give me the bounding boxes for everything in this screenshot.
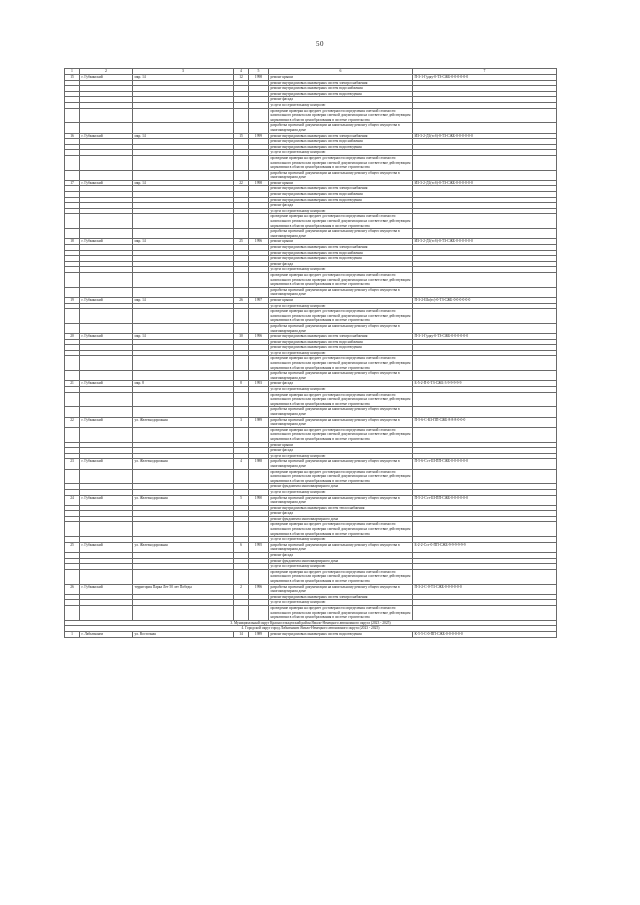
build-year-cell: 1998: [249, 75, 269, 81]
work-type-cell: проведение проверки на предмет достоверности определения сметной стоимости капитального ремонта или проверки сметной документации на соответствие действующим нормативам в области ценообразования в системе строительства: [269, 605, 413, 620]
row-number-cell: 23: [65, 459, 80, 469]
house-number-cell: 8: [234, 381, 249, 387]
street-cell: ул. Железнодорожная: [133, 542, 234, 552]
house-number-cell: 2: [234, 584, 249, 594]
city-cell: г. Губкинский: [80, 239, 133, 245]
empty-cell: [249, 371, 269, 381]
empty-cell: [234, 309, 249, 324]
table-row: [65, 309, 557, 324]
empty-cell: [234, 407, 249, 417]
empty-cell: [234, 371, 249, 381]
house-number-cell: 4: [234, 459, 249, 469]
work-type-cell: услуги по строительному контролю: [269, 267, 413, 273]
work-type-cell: разработка проектной документации на капитальному ремонту общего имущества в многоквартирном доме: [269, 371, 413, 381]
empty-cell: [249, 309, 269, 324]
empty-cell: [80, 229, 133, 239]
empty-cell: [413, 427, 557, 442]
empty-cell: [133, 272, 234, 287]
street-cell: ул. Железнодорожная: [133, 459, 234, 469]
build-year-cell: 1989: [249, 631, 269, 637]
work-type-cell: ремонт фундамента многоквартирного дома: [269, 484, 413, 490]
table-row: [65, 459, 557, 469]
empty-cell: [413, 229, 557, 239]
empty-cell: [413, 287, 557, 297]
city-cell: г. Губкинский: [80, 417, 133, 427]
empty-cell: [80, 392, 133, 407]
work-type-cell: проведение проверки на предмет достоверности определения сметной стоимости капитального ремонта или проверки сметной документации на соответствие действующим нормативам в области ценообразования в системе строительства: [269, 356, 413, 371]
work-type-cell: услуги по строительному контролю: [269, 537, 413, 543]
work-type-cell: услуги по строительному контролю: [269, 489, 413, 495]
empty-cell: [80, 522, 133, 537]
house-number-cell: 6: [234, 542, 249, 552]
section-heading: 4. Городской округ город Лабытнанги Ямало-Ненецкого автономного округа (2023 - 2025): [65, 626, 557, 632]
row-number-cell: 19: [65, 297, 80, 303]
street-cell: ул. Железнодорожная: [133, 417, 234, 427]
work-type-cell: ремонт фасада: [269, 261, 413, 267]
empty-cell: [65, 522, 80, 537]
empty-cell: [133, 469, 234, 484]
house-number-cell: 25: [234, 239, 249, 245]
empty-cell: [65, 407, 80, 417]
work-type-cell: ремонт крыши: [269, 239, 413, 245]
work-type-cell: проведение проверки на предмет достоверности определения сметной стоимости капитального ремонта или проверки сметной документации на соответствие действующим нормативам в области ценообразования в системе строительства: [269, 522, 413, 537]
table-row: [65, 407, 557, 417]
empty-cell: [413, 356, 557, 371]
empty-cell: [65, 323, 80, 333]
build-year-cell: 1999: [249, 133, 269, 139]
work-type-cell: проведение проверки на предмет достоверности определения сметной стоимости капитального ремонта или проверки сметной документации на соответствие действующим нормативам в области ценообразования в системе строительства: [269, 272, 413, 287]
table-row: [65, 155, 557, 170]
empty-cell: [234, 123, 249, 133]
empty-cell: [133, 155, 234, 170]
empty-cell: [234, 469, 249, 484]
empty-cell: [234, 229, 249, 239]
work-type-cell: ремонт фасада: [269, 381, 413, 387]
table-row: [65, 469, 557, 484]
empty-cell: [65, 229, 80, 239]
work-type-cell: проведение проверки на предмет достоверности определения сметной стоимости капитального ремонта или проверки сметной документации на соответствие действующим нормативам в области ценообразования в системе строительства: [269, 108, 413, 123]
header-cell: 6: [269, 69, 413, 75]
work-type-cell: ремонт внутридомовых инженерных систем водоснабжения: [269, 192, 413, 198]
empty-cell: [133, 392, 234, 407]
work-type-cell: ремонт крыши: [269, 297, 413, 303]
empty-cell: [249, 392, 269, 407]
empty-cell: [249, 170, 269, 180]
empty-cell: [65, 356, 80, 371]
work-type-cell: ремонт внутридомовых инженерных систем водоотведения: [269, 197, 413, 203]
empty-cell: [413, 522, 557, 537]
row-number-cell: 26: [65, 584, 80, 594]
work-type-cell: ремонт внутридомовых инженерных систем электроснабжения: [269, 80, 413, 86]
table-body: [65, 75, 557, 638]
empty-cell: [234, 427, 249, 442]
building-code-cell: П-5-6-Сст-Ш-ПП-СЖБ-0-0-0-0-0-0: [413, 459, 557, 469]
table-row: [65, 569, 557, 584]
build-year-cell: 1996: [249, 584, 269, 594]
empty-cell: [234, 392, 249, 407]
row-number-cell: 1: [65, 631, 80, 637]
work-type-cell: ремонт крыши: [269, 442, 413, 448]
work-type-cell: разработка проектной документации на капитальному ремонту общего имущества в многоквартирном доме: [269, 123, 413, 133]
work-type-cell: проведение проверки на предмет достоверности определения сметной стоимости капитального ремонта или проверки сметной документации на соответствие действующим нормативам в области ценообразования в системе строительства: [269, 427, 413, 442]
building-code-cell: П-3-2-Шо(тс)-0-ТЗ-СЖБ-0-0-0-0-0-0: [413, 297, 557, 303]
street-cell: мкр. 14: [133, 180, 234, 186]
empty-cell: [133, 309, 234, 324]
work-type-cell: ремонт внутридомовых инженерных систем водоснабжения: [269, 86, 413, 92]
empty-cell: [133, 323, 234, 333]
work-type-cell: услуги по строительному контролю: [269, 102, 413, 108]
street-cell: мкр. 8: [133, 381, 234, 387]
house-number-cell: 22: [234, 180, 249, 186]
empty-cell: [65, 287, 80, 297]
work-type-cell: разработка проектной документации на капитальному ремонту общего имущества в многоквартирном доме: [269, 170, 413, 180]
street-cell: мкр. 14: [133, 297, 234, 303]
work-type-cell: разработка проектной документации на капитальному ремонту общего имущества в многоквартирном доме: [269, 229, 413, 239]
row-number-cell: 25: [65, 542, 80, 552]
building-code-cell: П-5-6-С-КЗ-ПП-СЖБ-8-8-8-0-0-0: [413, 417, 557, 427]
empty-cell: [65, 155, 80, 170]
work-type-cell: разработка проектной документации на капитальному ремонту общего имущества в многоквартирном доме: [269, 542, 413, 552]
empty-cell: [249, 214, 269, 229]
work-type-cell: ремонт внутридомовых инженерных систем электроснабжения: [269, 334, 413, 340]
empty-cell: [65, 170, 80, 180]
empty-cell: [234, 522, 249, 537]
city-cell: г. Губкинский: [80, 75, 133, 81]
building-code-cell: К-5-5-С-0-ПП-СЖБ-0-0-0-0-0-0: [413, 631, 557, 637]
table-row: [65, 272, 557, 287]
header-cell: 4: [234, 69, 249, 75]
empty-cell: [80, 469, 133, 484]
table-row: [65, 584, 557, 594]
building-code-cell: Б-5-2-П-0-ТЗ-СЖБ-3-9-9-9-9-9: [413, 381, 557, 387]
work-type-cell: ремонт крыши: [269, 75, 413, 81]
header-cell: 7: [413, 69, 557, 75]
empty-cell: [234, 323, 249, 333]
empty-cell: [65, 371, 80, 381]
empty-cell: [234, 272, 249, 287]
work-type-cell: ремонт внутридомовых инженерных систем теплоснабжения: [269, 505, 413, 511]
work-type-cell: ремонт внутридомовых инженерных систем водоснабжения: [269, 139, 413, 145]
building-code-cell: ИЗ-3-2-Д1(тсб)-0-ТЗ-СЖБ-0-0-0-0-0-0: [413, 239, 557, 245]
table-row: [65, 229, 557, 239]
empty-cell: [65, 272, 80, 287]
work-type-cell: ремонт фасада: [269, 553, 413, 559]
empty-cell: [234, 569, 249, 584]
empty-cell: [133, 108, 234, 123]
work-type-cell: ремонт внутридомовых инженерных систем электроснабжения: [269, 245, 413, 251]
empty-cell: [80, 108, 133, 123]
house-number-cell: 3: [234, 417, 249, 427]
work-type-cell: ремонт фундамента многоквартирного дома: [269, 558, 413, 564]
empty-cell: [133, 214, 234, 229]
empty-cell: [234, 108, 249, 123]
build-year-cell: 1990: [249, 495, 269, 505]
empty-cell: [234, 605, 249, 620]
empty-cell: [413, 170, 557, 180]
empty-cell: [249, 469, 269, 484]
street-cell: мкр. 14: [133, 75, 234, 81]
table-row: [65, 108, 557, 123]
work-type-cell: ремонт внутридомовых инженерных систем водоотведения: [269, 345, 413, 351]
work-type-cell: ремонт внутридомовых инженерных систем водоотведения: [269, 256, 413, 262]
works-table: [64, 68, 557, 638]
house-number-cell: 15: [234, 133, 249, 139]
table-row: [65, 123, 557, 133]
city-cell: г. Губкинский: [80, 133, 133, 139]
empty-cell: [80, 155, 133, 170]
empty-cell: [80, 214, 133, 229]
row-number-cell: 22: [65, 417, 80, 427]
empty-cell: [413, 469, 557, 484]
empty-cell: [65, 214, 80, 229]
empty-cell: [80, 287, 133, 297]
street-cell: ул. Железнодорожная: [133, 495, 234, 505]
work-type-cell: услуги по строительному контролю: [269, 208, 413, 214]
empty-cell: [80, 407, 133, 417]
empty-cell: [65, 108, 80, 123]
house-number-cell: 12: [234, 75, 249, 81]
building-code-cell: П-3-2-С-0-ТЗ-СЖБ-0-0-0-0-0-0: [413, 584, 557, 594]
work-type-cell: разработка проектной документации на капитальному ремонту общего имущества в многоквартирном доме: [269, 417, 413, 427]
empty-cell: [413, 214, 557, 229]
empty-cell: [65, 605, 80, 620]
empty-cell: [234, 155, 249, 170]
table-row: [65, 392, 557, 407]
table-row: [65, 214, 557, 229]
empty-cell: [234, 170, 249, 180]
row-number-cell: 18: [65, 239, 80, 245]
table-row: [65, 495, 557, 505]
city-cell: г. Губкинский: [80, 495, 133, 505]
section-heading: 3. Муниципальный округ Красноселькупский район Ямало-Ненецкого автономного округа (2023 - 2025): [65, 620, 557, 626]
table-row: [65, 287, 557, 297]
empty-cell: [413, 569, 557, 584]
build-year-cell: 1996: [249, 239, 269, 245]
table-row: [65, 605, 557, 620]
work-type-cell: разработка проектной документации на капитальному ремонту общего имущества в многоквартирном доме: [269, 584, 413, 594]
empty-cell: [133, 229, 234, 239]
header-cell: 3: [133, 69, 234, 75]
header-cell: 2: [80, 69, 133, 75]
empty-cell: [80, 371, 133, 381]
empty-cell: [413, 605, 557, 620]
empty-cell: [133, 427, 234, 442]
house-number-cell: 5: [234, 495, 249, 505]
street-cell: мкр. 14: [133, 334, 234, 340]
row-number-cell: 24: [65, 495, 80, 505]
empty-cell: [249, 407, 269, 417]
work-type-cell: услуги по строительному контролю: [269, 350, 413, 356]
build-year-cell: 1996: [249, 334, 269, 340]
empty-cell: [80, 356, 133, 371]
empty-cell: [80, 569, 133, 584]
work-type-cell: ремонт фасада: [269, 203, 413, 209]
work-type-cell: ремонт внутридомовых инженерных систем водоотведения: [269, 91, 413, 97]
building-code-cell: П-3-1-Гудку-0-ТЗ-СЖБ-0-0-0-0-0-0: [413, 334, 557, 340]
house-number-cell: 30: [234, 334, 249, 340]
table-row: [65, 522, 557, 537]
empty-cell: [413, 407, 557, 417]
work-type-cell: ремонт фундамента многоквартирного дома: [269, 516, 413, 522]
work-type-cell: проведение проверки на предмет достоверности определения сметной стоимости капитального ремонта или проверки сметной документации на соответствие действующим нормативам в области ценообразования в системе строительства: [269, 155, 413, 170]
build-year-cell: 1988: [249, 459, 269, 469]
work-type-cell: проведение проверки на предмет достоверности определения сметной стоимости капитального ремонта или проверки сметной документации на соответствие действующим нормативам в области ценообразования в системе строительства: [269, 309, 413, 324]
empty-cell: [249, 356, 269, 371]
table-row: [65, 427, 557, 442]
city-cell: г. Лабытнанги: [80, 631, 133, 637]
work-type-cell: ремонт крыши: [269, 180, 413, 186]
empty-cell: [413, 392, 557, 407]
city-cell: г. Губкинский: [80, 459, 133, 469]
build-year-cell: 1997: [249, 297, 269, 303]
work-type-cell: разработка проектной документации на капитальному ремонту общего имущества в многоквартирном доме: [269, 323, 413, 333]
work-type-cell: услуги по строительному контролю: [269, 150, 413, 156]
empty-cell: [249, 108, 269, 123]
empty-cell: [234, 356, 249, 371]
city-cell: г. Губкинский: [80, 381, 133, 387]
empty-cell: [249, 229, 269, 239]
street-cell: мкр. 14: [133, 239, 234, 245]
building-code-cell: Б-2-2-Сст-0-ПП-СЖБ-9-9-9-9-9-9: [413, 542, 557, 552]
work-type-cell: услуги по строительному контролю: [269, 387, 413, 393]
work-type-cell: ремонт внутридомовых инженерных систем электроснабжения: [269, 594, 413, 600]
works-table-container: [64, 68, 556, 638]
empty-cell: [413, 371, 557, 381]
work-type-cell: услуги по строительному контролю: [269, 453, 413, 459]
work-type-cell: ремонт внутридомовых инженерных систем водоснабжения: [269, 250, 413, 256]
empty-cell: [249, 123, 269, 133]
build-year-cell: 1998: [249, 180, 269, 186]
empty-cell: [249, 323, 269, 333]
empty-cell: [133, 123, 234, 133]
empty-cell: [133, 356, 234, 371]
empty-cell: [80, 427, 133, 442]
empty-cell: [234, 287, 249, 297]
empty-cell: [65, 569, 80, 584]
work-type-cell: разработка проектной документации на капитальному ремонту общего имущества в многоквартирном доме: [269, 495, 413, 505]
empty-cell: [133, 170, 234, 180]
work-type-cell: разработка проектной документации на капитальному ремонту общего имущества в многоквартирном доме: [269, 407, 413, 417]
empty-cell: [413, 323, 557, 333]
building-code-cell: ИЗ-3-2-Д1(тсб)-0-ТЗ-СЖБ-0-0-0-0-0-0: [413, 133, 557, 139]
empty-cell: [249, 522, 269, 537]
table-row: [65, 356, 557, 371]
empty-cell: [249, 287, 269, 297]
empty-cell: [249, 272, 269, 287]
work-type-cell: разработка проектной документации на капитальному ремонту общего имущества в многоквартирном доме: [269, 459, 413, 469]
empty-cell: [249, 569, 269, 584]
empty-cell: [65, 392, 80, 407]
table-row: [65, 170, 557, 180]
empty-cell: [413, 155, 557, 170]
empty-cell: [249, 605, 269, 620]
empty-cell: [80, 605, 133, 620]
empty-cell: [65, 427, 80, 442]
city-cell: г. Губкинский: [80, 297, 133, 303]
city-cell: г. Губкинский: [80, 334, 133, 340]
empty-cell: [249, 155, 269, 170]
street-cell: мкр. 14: [133, 133, 234, 139]
work-type-cell: проведение проверки на предмет достоверности определения сметной стоимости капитального ремонта или проверки сметной документации на соответствие действующим нормативам в области ценообразования в системе строительства: [269, 392, 413, 407]
empty-cell: [133, 287, 234, 297]
row-number-cell: 20: [65, 334, 80, 340]
work-type-cell: разработка проектной документации на капитальному ремонту общего имущества в многоквартирном доме: [269, 287, 413, 297]
empty-cell: [80, 323, 133, 333]
city-cell: г. Губкинский: [80, 584, 133, 594]
work-type-cell: ремонт фасада: [269, 511, 413, 517]
empty-cell: [133, 569, 234, 584]
build-year-cell: 1993: [249, 381, 269, 387]
work-type-cell: ремонт внутридомовых инженерных систем электроснабжения: [269, 186, 413, 192]
work-type-cell: проведение проверки на предмет достоверности определения сметной стоимости капитального ремонта или проверки сметной документации на соответствие действующим нормативам в области ценообразования в системе строительства: [269, 469, 413, 484]
empty-cell: [80, 170, 133, 180]
table-row: [65, 631, 557, 637]
row-number-cell: 21: [65, 381, 80, 387]
city-cell: г. Губкинский: [80, 542, 133, 552]
building-code-cell: П-3-1-Гудку-0-ТЗ-СЖБ-0-0-0-0-0-0: [413, 75, 557, 81]
empty-cell: [249, 427, 269, 442]
empty-cell: [80, 123, 133, 133]
empty-cell: [80, 309, 133, 324]
page-number: 50: [316, 40, 324, 48]
empty-cell: [133, 407, 234, 417]
empty-cell: [413, 123, 557, 133]
work-type-cell: ремонт внутридомовых инженерных систем электроснабжения: [269, 133, 413, 139]
row-number-cell: 17: [65, 180, 80, 186]
empty-cell: [133, 522, 234, 537]
street-cell: ул. Восточная: [133, 631, 234, 637]
city-cell: г. Губкинский: [80, 180, 133, 186]
work-type-cell: услуги по строительному контролю: [269, 600, 413, 606]
empty-cell: [65, 123, 80, 133]
header-cell: 5: [249, 69, 269, 75]
empty-cell: [133, 371, 234, 381]
row-number-cell: 15: [65, 75, 80, 81]
empty-cell: [234, 214, 249, 229]
build-year-cell: 1989: [249, 417, 269, 427]
building-code-cell: ИЗ-3-2-Д1(тсб)-0-ТЗ-СЖБ-0-0-0-0-0-0: [413, 180, 557, 186]
empty-cell: [65, 469, 80, 484]
work-type-cell: ремонт внутридомовых инженерных систем водоснабжения: [269, 339, 413, 345]
empty-cell: [413, 309, 557, 324]
empty-cell: [65, 309, 80, 324]
empty-cell: [133, 605, 234, 620]
header-cell: 1: [65, 69, 80, 75]
work-type-cell: проведение проверки на предмет достоверности определения сметной стоимости капитального ремонта или проверки сметной документации на соответствие действующим нормативам в области ценообразования в системе строительства: [269, 569, 413, 584]
building-code-cell: П-5-2-Сст-Ш-ПП-СЖБ-0-0-0-0-0-0: [413, 495, 557, 505]
row-number-cell: 16: [65, 133, 80, 139]
build-year-cell: 1995: [249, 542, 269, 552]
house-number-cell: 26: [234, 297, 249, 303]
work-type-cell: ремонт внутридомовых инженерных систем водоотведения: [269, 631, 413, 637]
house-number-cell: 14: [234, 631, 249, 637]
table-row: [65, 417, 557, 427]
table-row: [65, 371, 557, 381]
street-cell: территория Парка Лет 50 лет Победы: [133, 584, 234, 594]
empty-cell: [413, 108, 557, 123]
work-type-cell: ремонт фасада: [269, 448, 413, 454]
table-row: [65, 542, 557, 552]
table-row: [65, 323, 557, 333]
empty-cell: [80, 272, 133, 287]
work-type-cell: ремонт внутридомовых инженерных систем водоотведения: [269, 144, 413, 150]
work-type-cell: проведение проверки на предмет достоверности определения сметной стоимости капитального ремонта или проверки сметной документации на соответствие действующим нормативам в области ценообразования в системе строительства: [269, 214, 413, 229]
empty-cell: [413, 272, 557, 287]
work-type-cell: ремонт фасада: [269, 97, 413, 103]
work-type-cell: услуги по строительному контролю: [269, 303, 413, 309]
work-type-cell: услуги по строительному контролю: [269, 564, 413, 570]
